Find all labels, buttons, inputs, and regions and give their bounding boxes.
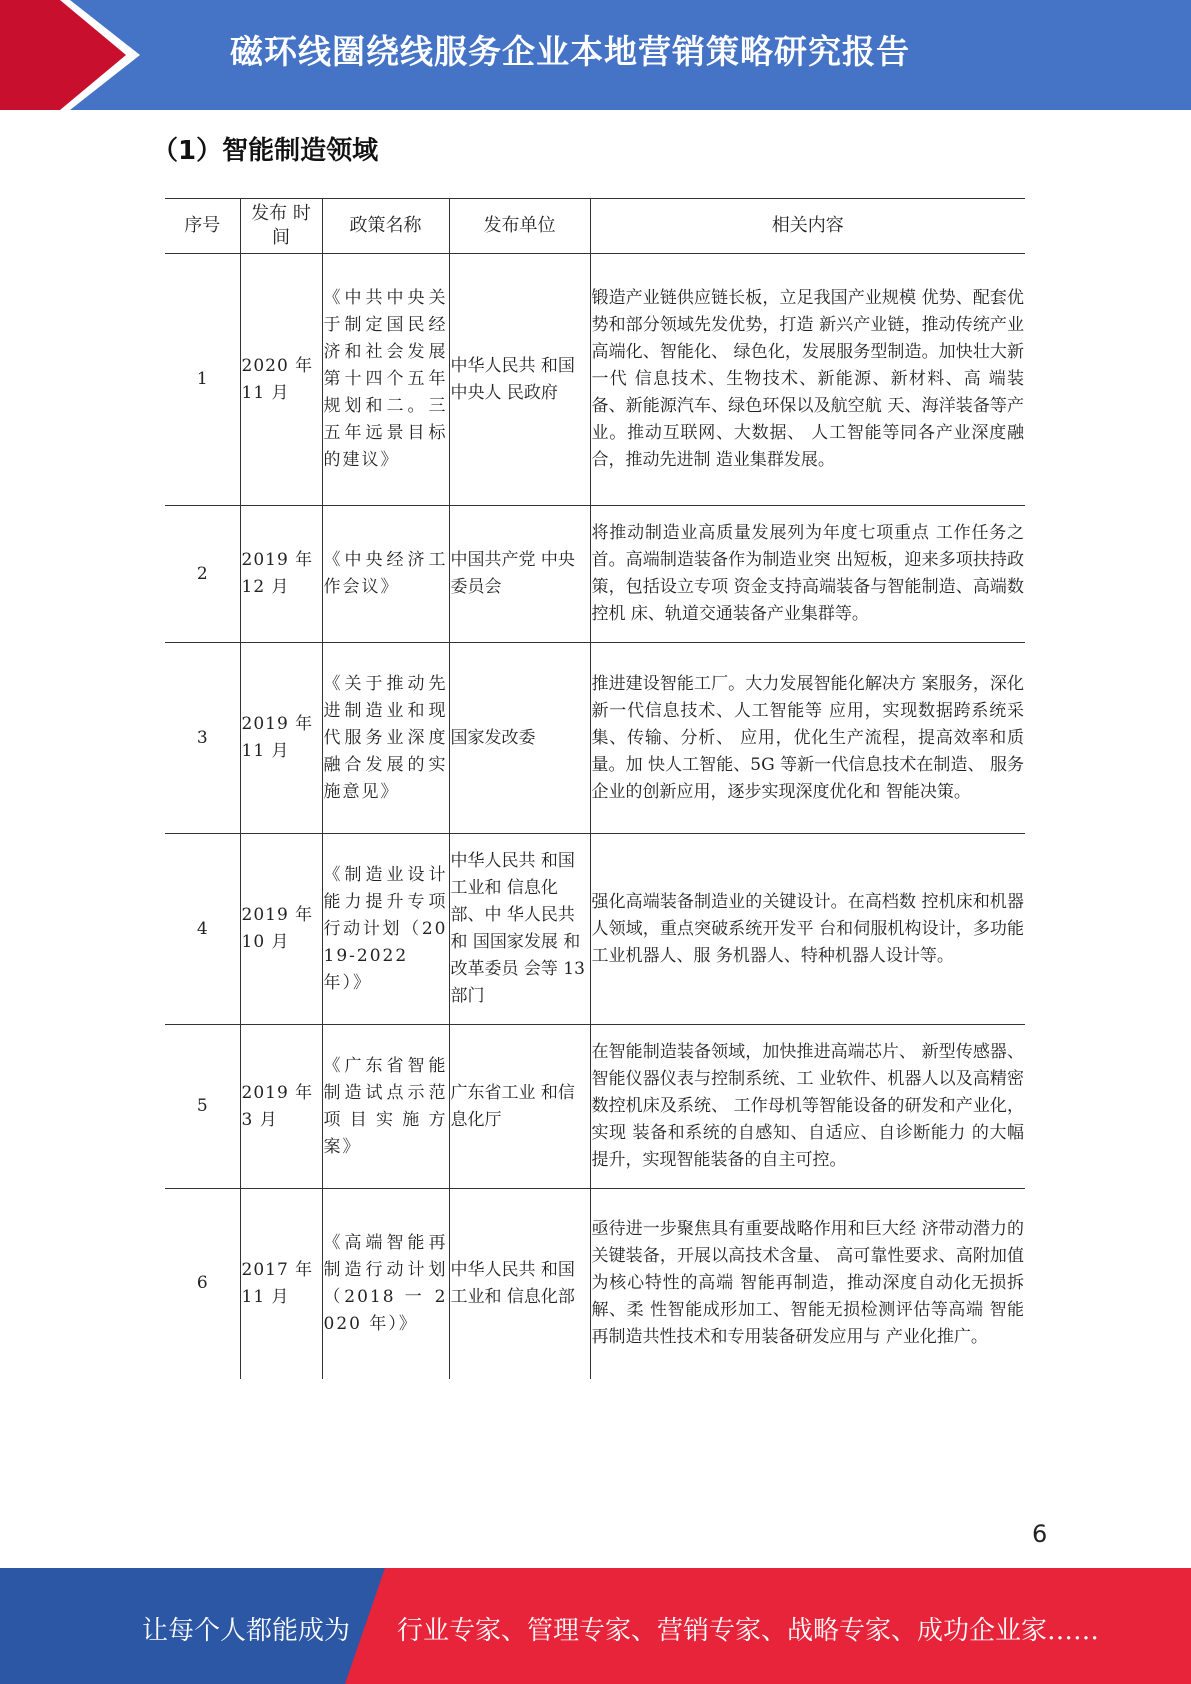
cell-index: 1 [165,254,240,506]
table-row [165,506,1025,643]
table-header-row [165,199,1025,254]
header-policy-name: 政策名称 [322,199,449,254]
header-time: 发布 时间 [240,199,322,254]
table-row [165,1189,1025,1379]
header-publisher: 发布单位 [449,199,590,254]
section-heading: （1）智能制造领域 [152,136,379,166]
cell-content: 在智能制造装备领域，加快推进高端芯片、 新型传感器、智能仪器仪表与控制系统、工 业软件、机器人以及高精密数控机床及系统、 工作母机等智能设备的研发和产业化，实现 装备和系统的自感知、自适应、自诊断能力 的大幅提升，实现智能装备的自主可控。 [590,1025,1025,1189]
table-row [165,254,1025,506]
header-index: 序号 [165,199,240,254]
cell-content: 亟待进一步聚焦具有重要战略作用和巨大经 济带动潜力的关键装备，开展以高技术含量、 高可靠性要求、高附加值为核心特性的高端 智能再制造，推动深度自动化无损拆解、柔 性智能成形加工、智能无损检测评估等高端 智能再制造共性技术和专用装备研发应用与 产业化推广。 [590,1189,1025,1379]
cell-publisher: 广东省工业 和信息化厅 [449,1025,590,1189]
cell-policy-name: 《广东省智能制造试点示范项目实施方案》 [322,1025,449,1189]
report-header-bar [0,0,1191,110]
cell-policy-name: 《制造业设计能力提升专项行动计划（2019-2022 年）》 [322,834,449,1025]
cell-time: 2020 年 11 月 [240,254,322,506]
table-row [165,643,1025,834]
cell-publisher: 中华人民共 和国工业和 信息化部、中 华人民共和 国国家发展 和改革委员 会等 13 部门 [449,834,590,1025]
cell-content: 强化高端装备制造业的关键设计。在高档数 控机床和机器人领域，重点突破系统开发平 台和伺服机构设计，多功能工业机器人、服 务机器人、特种机器人设计等。 [590,834,1025,1025]
cell-content: 将推动制造业高质量发展列为年度七项重点 工作任务之首。高端制造装备作为制造业突 出短板，迎来多项扶持政策，包括设立专项 资金支持高端装备与智能制造、高端数控机 床、轨道交通装备产业集群等。 [590,506,1025,643]
cell-index: 5 [165,1025,240,1189]
cell-policy-name: 《中央经济工作会议》 [322,506,449,643]
cell-publisher: 中华人民共 和国工业和 信息化部 [449,1189,590,1379]
cell-index: 2 [165,506,240,643]
cell-publisher: 中华人民共 和国中央人 民政府 [449,254,590,506]
cell-policy-name: 《高端智能再制造行动计划（2018 一 2020 年）》 [322,1189,449,1379]
cell-publisher: 国家发改委 [449,643,590,834]
cell-index: 6 [196,1273,208,1294]
cell-time: 2019 年 3 月 [240,1025,322,1189]
footer-slogan-left: 让每个人都能成为 [142,1616,351,1646]
cell-time: 2019 年 10 月 [240,834,322,1025]
report-title: 磁环线圈绕线服务企业本地营销策略研究报告 [230,32,910,71]
cell-time: 2017 年 11 月 [240,1189,322,1379]
report-footer-bar [0,1568,1191,1684]
cell-content: 推进建设智能工厂。大力发展智能化解决方 案服务，深化新一代信息技术、人工智能等 应用，实现数据跨系统采集、传输、分析、 应用，优化生产流程，提高效率和质量。加 快人工智能、5G 等新一代信息技术在制造、 服务企业的创新应用，逐步实现深度优化和 智能决策。 [590,643,1025,834]
cell-publisher: 中国共产党 中央委员会 [449,506,590,643]
cell-policy-name: 《中共中央关于制定国民经济和社会发展第十四个五年规划和二。三五年远景目标的建议》 [322,254,449,506]
cell-time: 2019 年 12 月 [240,506,322,643]
header-red-arrow-decoration [0,0,150,110]
cell-index: 4 [165,834,240,1025]
footer-slogan-right: 行业专家、管理专家、营销专家、战略专家、成功企业家…… [397,1616,1100,1646]
cell-policy-name: 《关于推动先进制造业和现代服务业深度融合发展的实施意见》 [322,643,449,834]
page-number: 6 [1032,1520,1048,1548]
table-row [165,1025,1025,1189]
cell-time: 2019 年 11 月 [240,643,322,834]
header-content: 相关内容 [590,199,1025,254]
policy-table [165,198,1025,1379]
cell-index: 3 [165,643,240,834]
cell-content: 锻造产业链供应链长板，立足我国产业规模 优势、配套优势和部分领域先发优势，打造 新兴产业链，推动传统产业高端化、智能化、 绿色化，发展服务型制造。加快壮大新一代 信息技术、生物技术、新能源、新材料、高 端装备、新能源汽车、绿色环保以及航空航 天、海洋装备等产业。推动互联网、大数据、 人工智能等同各产业深度融合，推动先进制 造业集群发展。 [590,254,1025,506]
table-row [165,834,1025,1025]
